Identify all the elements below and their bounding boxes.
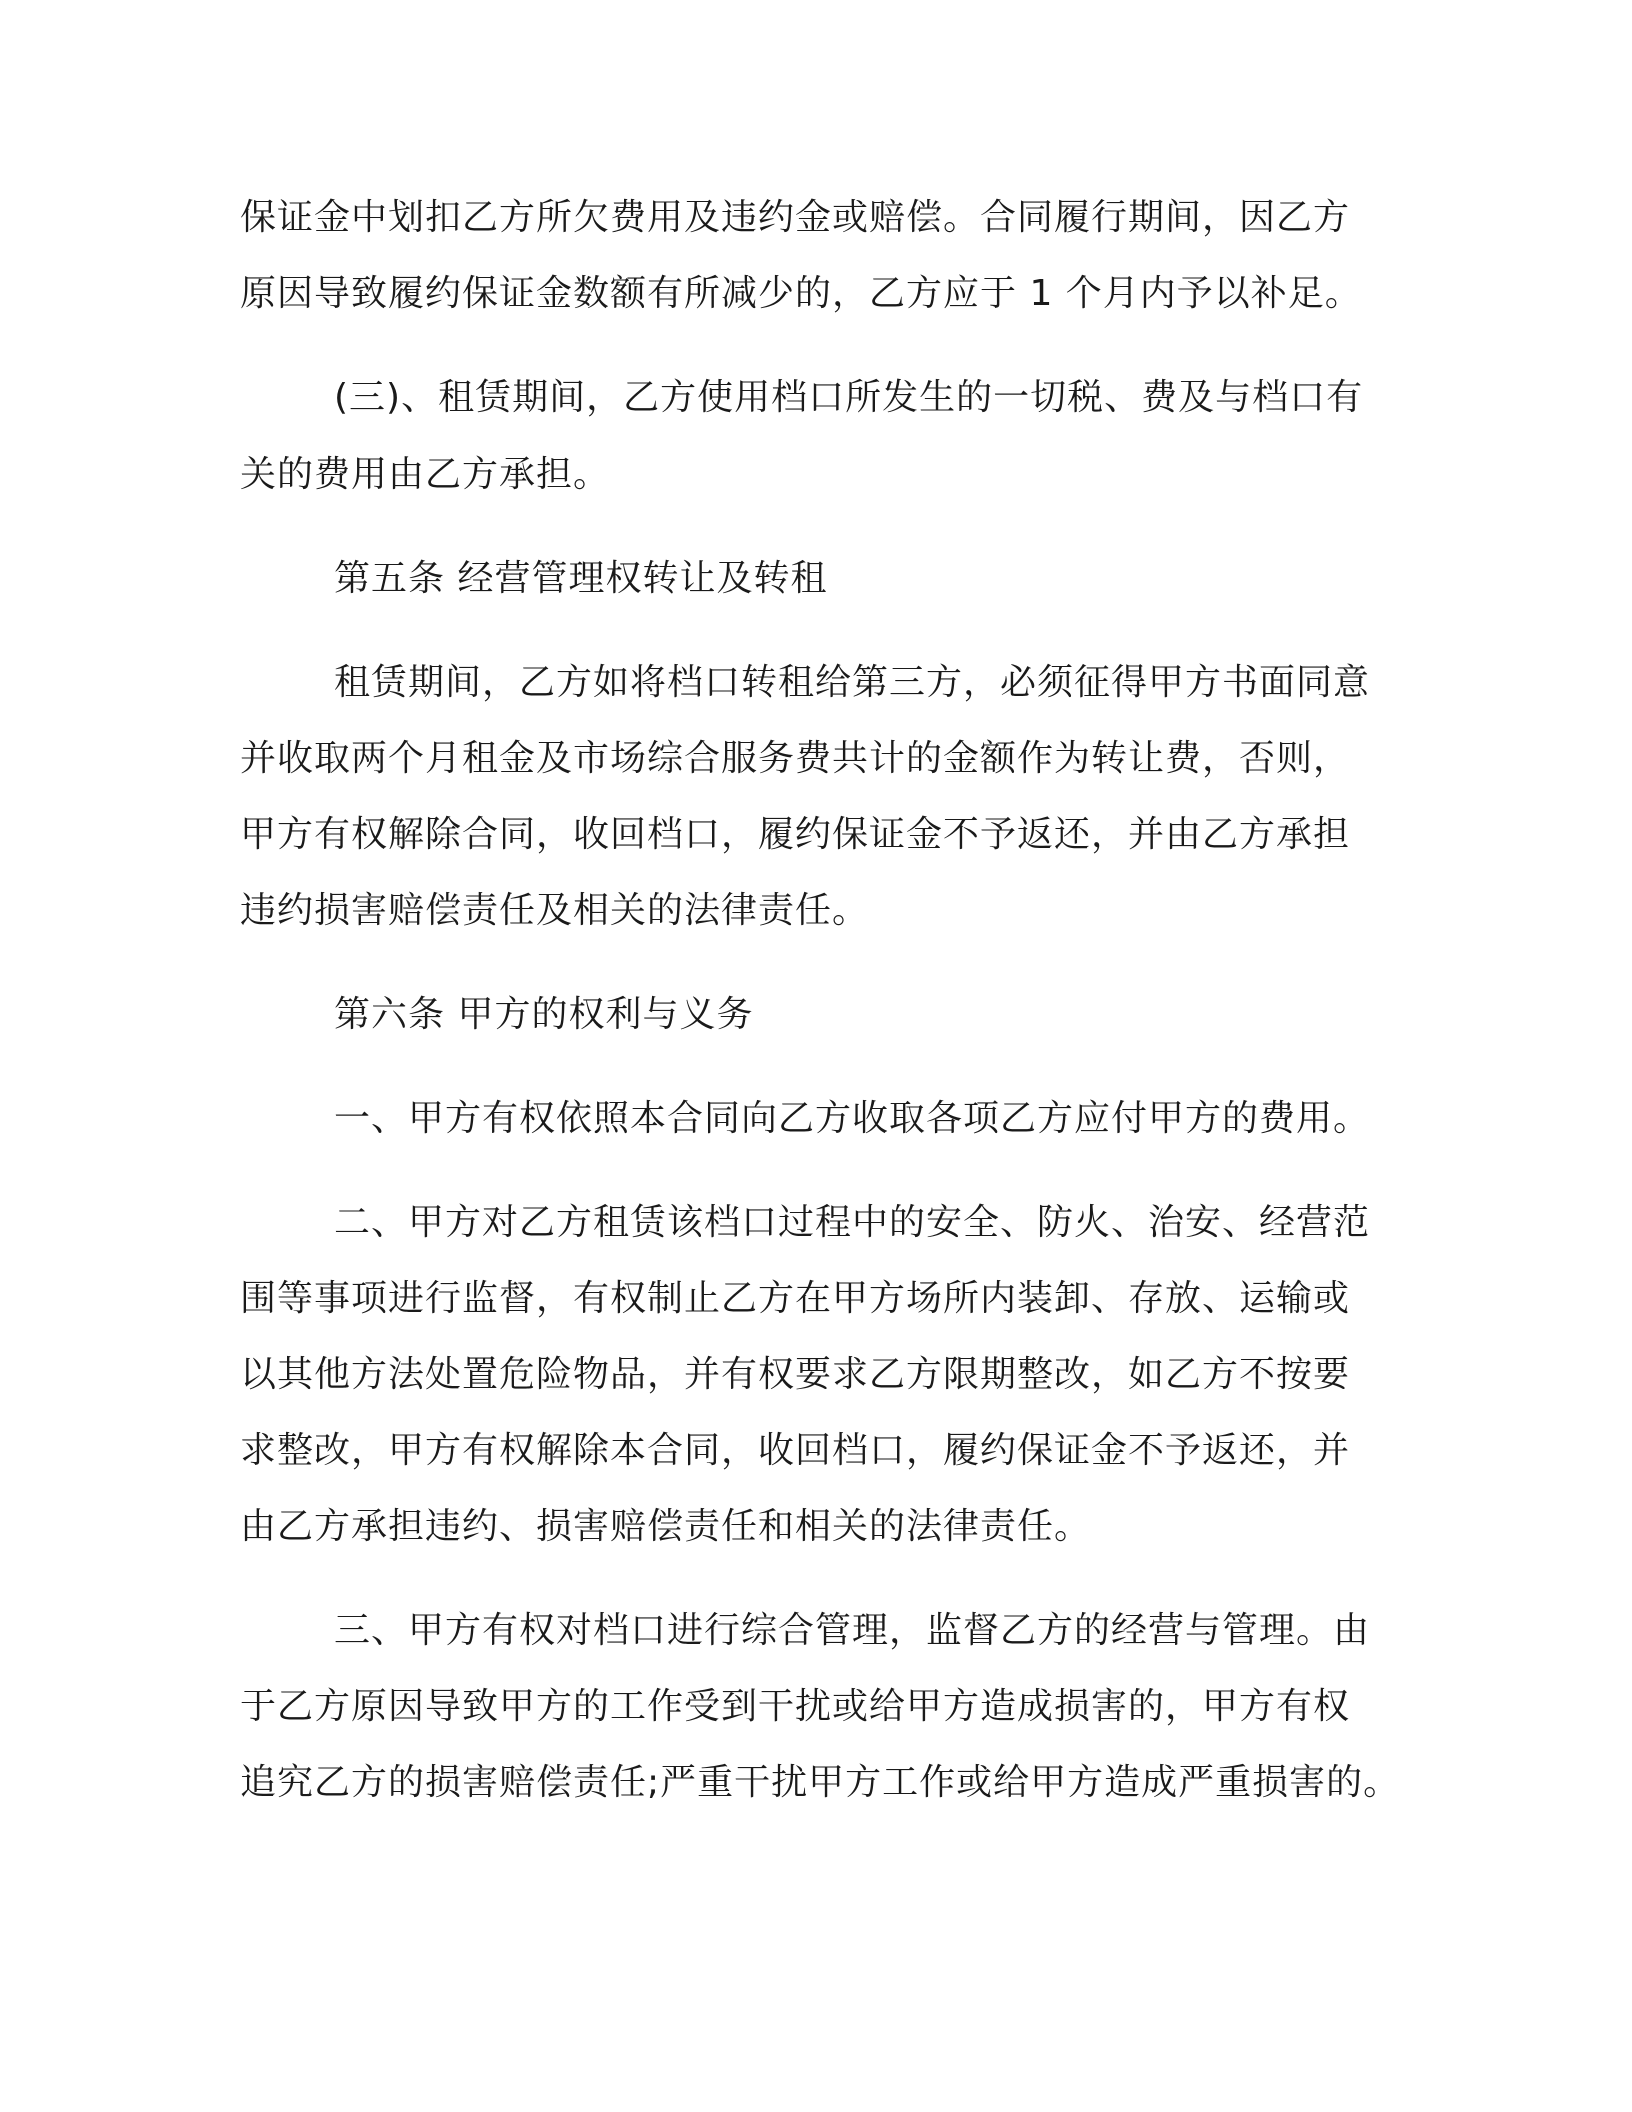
item-2-line-3: 以其他方法处置危险物品，并有权要求乙方限期整改，如乙方不按要 (240, 1354, 1351, 1395)
paragraph-4-line-1: 租赁期间，乙方如将档口转租给第三方，必须征得甲方书面同意 (334, 662, 1371, 703)
paragraph-1-line-2: 原因导致履约保证金数额有所减少的，乙方应于 1 个月内予以补足。 (240, 273, 1362, 314)
item-3-line-1: 三、甲方有权对档口进行综合管理，监督乙方的经营与管理。由 (334, 1610, 1371, 1651)
item-3-line-2: 于乙方原因导致甲方的工作受到干扰或给甲方造成损害的，甲方有权 (240, 1686, 1351, 1727)
item-1-line-1: 一、甲方有权依照本合同向乙方收取各项乙方应付甲方的费用。 (334, 1098, 1371, 1139)
item-2-line-1: 二、甲方对乙方租赁该档口过程中的安全、防火、治安、经营范 (334, 1202, 1371, 1243)
paragraph-2-line-2: 关的费用由乙方承担。 (240, 454, 611, 495)
item-3-line-3: 追究乙方的损害赔偿责任;严重干扰甲方工作或给甲方造成严重损害的。 (240, 1762, 1401, 1803)
item-2-line-4: 求整改，甲方有权解除本合同，收回档口，履约保证金不予返还，并 (240, 1430, 1351, 1471)
article-5-heading: 第五条 经营管理权转让及转租 (334, 558, 828, 599)
paragraph-2-line-1: (三)、租赁期间，乙方使用档口所发生的一切税、费及与档口有 (334, 377, 1364, 418)
paragraph-4-line-2: 并收取两个月租金及市场综合服务费共计的金额作为转让费，否则， (240, 738, 1351, 779)
item-2-line-5: 由乙方承担违约、损害赔偿责任和相关的法律责任。 (240, 1506, 1092, 1547)
paragraph-1-line-1: 保证金中划扣乙方所欠费用及违约金或赔偿。合同履行期间，因乙方 (240, 197, 1351, 238)
paragraph-4-line-4: 违约损害赔偿责任及相关的法律责任。 (240, 890, 870, 931)
item-2-line-2: 围等事项进行监督，有权制止乙方在甲方场所内装卸、存放、运输或 (240, 1278, 1351, 1319)
article-6-heading: 第六条 甲方的权利与义务 (334, 994, 754, 1035)
paragraph-4-line-3: 甲方有权解除合同，收回档口，履约保证金不予返还，并由乙方承担 (240, 814, 1351, 855)
